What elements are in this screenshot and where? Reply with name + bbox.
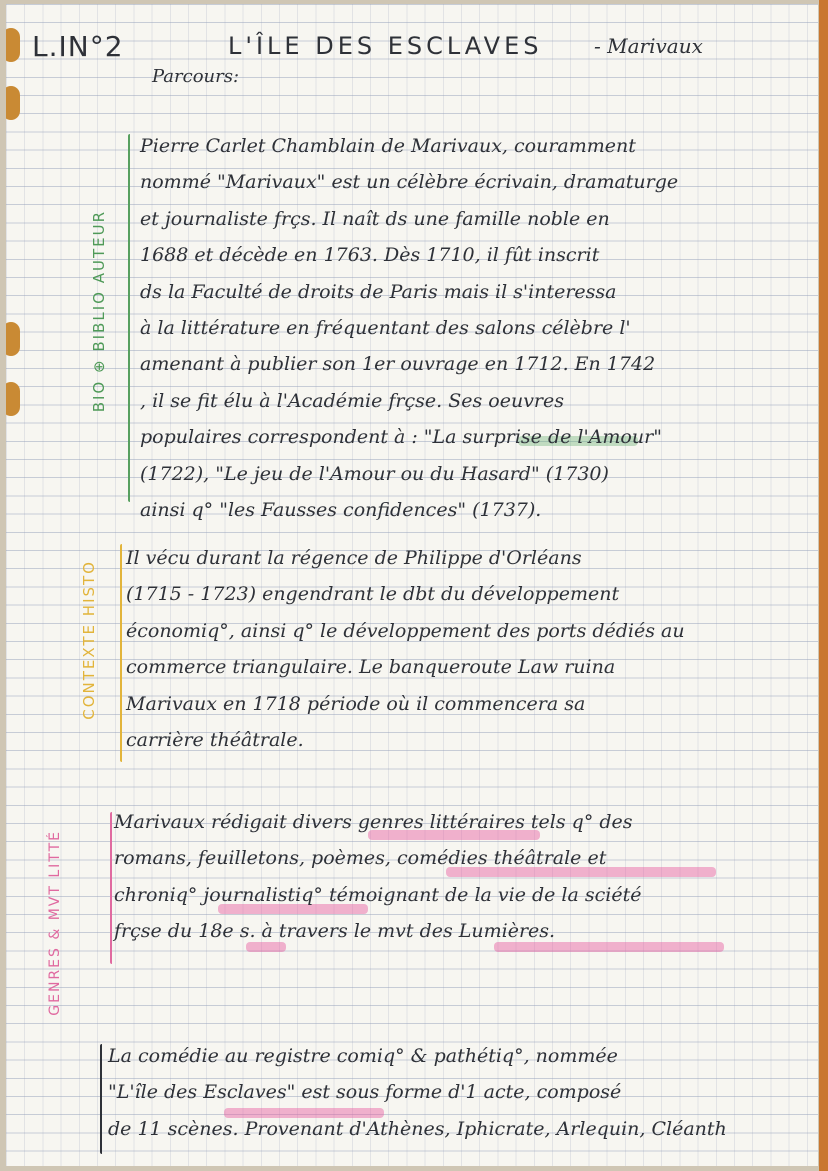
text-line: ds la Faculté de droits de Paris mais il s'interessa (140, 280, 617, 303)
page-title: L'ÎLE DES ESCLAVES (228, 32, 543, 60)
text-line: Marivaux en 1718 période où il commencera sa (126, 692, 586, 715)
text-line: de 11 scènes. Provenant d'Athènes, Iphicrate, Arlequin, Cléanth (108, 1117, 727, 1140)
lecture-number: L.IN°2 (32, 30, 124, 63)
text-line: économiq°, ainsi q° le développement des ports dédiés au (126, 619, 685, 642)
text-line: Pierre Carlet Chamblain de Marivaux, couramment (140, 135, 636, 157)
text-line: 1688 et décède en 1763. Dès 1710, il fût inscrit (140, 244, 600, 267)
author-name: - Marivaux (594, 34, 703, 58)
binder-hole (6, 382, 20, 416)
text-line: La comédie au registre comiq° & pathétiq°, nommée (108, 1045, 618, 1067)
section-bracket-oeuvre (100, 1044, 102, 1154)
text-line: amenant à publier son 1er ouvrage en 1712. En 1742 (140, 353, 656, 376)
text-line: frçse du 18e s. à travers le mvt des Lumières. (114, 920, 556, 943)
text-line: "L'île des Esclaves" est sous forme d'1 acte, composé (108, 1081, 622, 1104)
text-line: ainsi q° "les Fausses confidences" (1737). (140, 499, 542, 522)
text-line: Il vécu durant la régence de Philippe d'Orléans (126, 547, 582, 569)
notebook-page (6, 4, 818, 1166)
binder-hole (6, 28, 20, 62)
folder-edge (819, 0, 828, 1171)
text-line: à la littérature en fréquentant des salons célèbre l' (140, 317, 631, 340)
text-line: romans, feuilletons, poèmes, comédies théâtrale et (114, 847, 607, 870)
text-line: (1722), "Le jeu de l'Amour ou du Hasard" (1730) (140, 462, 609, 485)
parcours-label: Parcours: (152, 66, 240, 87)
text-line: populaires correspondent à : "La surprise de l'Amour" (140, 426, 662, 449)
paragraph-genres (114, 804, 641, 950)
section-bracket-genres (110, 812, 112, 964)
paragraph-oeuvre (108, 1038, 727, 1147)
text-line: nommé "Marivaux" est un célèbre écrivain, dramaturge (140, 171, 679, 194)
text-line: (1715 - 1723) engendrant le dbt du développement (126, 583, 620, 606)
text-line: commerce triangulaire. Le banqueroute Law ruina (126, 656, 616, 679)
side-label-genres: GENRES & MVT LITTÉ (47, 830, 63, 1016)
text-line: , il se fit élu à l'Académie frçse. Ses oeuvres (140, 389, 565, 412)
text-line: Marivaux rédigait divers genres littéraires tels q° des (114, 811, 633, 833)
binder-hole (6, 322, 20, 356)
text-line: et journaliste frçs. Il naît ds une famille noble en (140, 207, 610, 230)
binder-hole (6, 86, 20, 120)
paragraph-contexte (126, 540, 685, 758)
text-line: carrière théâtrale. (126, 729, 304, 752)
text-line: chroniq° journalistiq° témoignant de la vie de la sciété (114, 883, 642, 906)
paragraph-bio (140, 128, 678, 528)
section-bracket-contexte (120, 544, 122, 762)
side-label-bio: BIO ⊕ BIBLIO AUTEUR (90, 210, 108, 413)
section-bracket-bio (128, 134, 130, 502)
side-label-contexte: CONTEXTE HISTO (80, 560, 98, 720)
